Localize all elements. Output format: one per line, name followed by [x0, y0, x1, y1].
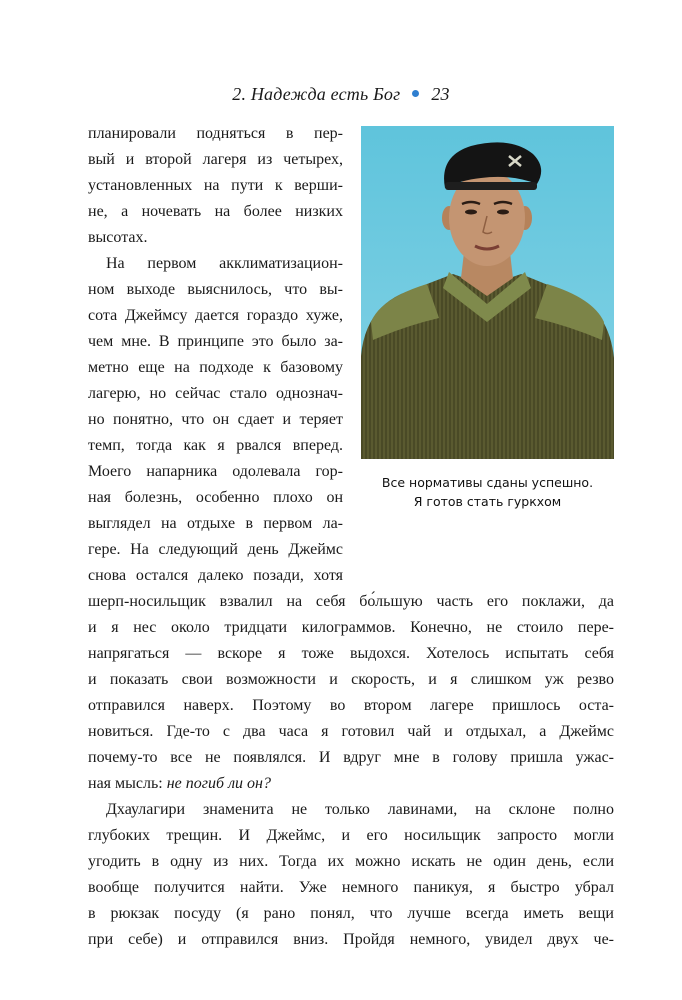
caption-line: Я готов стать гуркхом [413, 494, 562, 509]
text-line: планировали подняться в пер- [88, 125, 343, 142]
text-line: метно еще на подходе к базовому [88, 359, 343, 376]
text-line: выглядел на отдыхе в первом ла- [88, 515, 343, 532]
text-line: новиться. Где-то с два часа я готовил чай и отдыхал, а Джеймс [88, 723, 614, 740]
text-line: шерп-носильщик взвалил на себя бо́льшую часть его поклажи, да [88, 593, 614, 610]
text-line: установленных на пути к верши- [88, 177, 343, 194]
text-line: вообще получится найти. Уже немного паникуя, я быстро убрал [88, 879, 614, 896]
text-line: отправился наверх. Поэтому во втором лагере пришлось оста- [88, 697, 614, 714]
text-line: при себе) и отправился вниз. Пройдя немного, увидел двух че- [88, 931, 614, 948]
text-line: ном выходе выяснилось, что вы- [88, 281, 343, 298]
text-line: в рюкзак посуду (я рано понял, что лучше всегда иметь вещи [88, 905, 614, 922]
text-line: На первом акклиматизацион- [106, 255, 343, 272]
text-line: напрягаться — вскоре я тоже выдохся. Хотелось испытать себя [88, 645, 614, 662]
text-line: темп, тогда как я рвался вперед. [88, 437, 343, 454]
text-line: и показать свои возможности и скорость, и я слишком уж резво [88, 671, 614, 688]
text-run: ная мысль: [88, 775, 163, 792]
text-line: высотах. [88, 229, 148, 246]
text-line: и я нес около тридцати килограммов. Конечно, не стоило пере- [88, 619, 614, 636]
text-line: угодить в одну из них. Тогда их можно искать не один день, если [88, 853, 614, 870]
page-number: 23 [431, 84, 450, 104]
text-line: глубоких трещин. И Джеймс, и его носильщик запросто могли [88, 827, 614, 844]
text-line: снова остался далеко позади, хотя [88, 567, 343, 584]
caption-line: Все нормативы сданы успешно. [381, 475, 594, 490]
text-line: чем мне. В принципе это было за- [88, 333, 343, 350]
soldier-portrait-photo [361, 126, 614, 459]
text-line: вый и второй лагеря из четырех, [88, 151, 343, 168]
chapter-title: 2. Надежда есть Бог [232, 84, 401, 104]
text-line: Моего напарника одолевала гор- [88, 463, 343, 480]
italic-phrase: не погиб ли он? [166, 775, 271, 792]
text-line: лагерю, но сейчас стало однознач- [88, 385, 343, 402]
text-line: ная болезнь, особенно плохо он [88, 489, 343, 506]
text-line: не, а ночевать на более низких [88, 203, 343, 220]
text-line: гере. На следующий день Джеймс [88, 541, 343, 558]
figure [361, 126, 614, 511]
text-line: Дхаулагири знаменита не только лавинами, на склоне полно [106, 801, 614, 818]
running-head [0, 84, 682, 105]
text-line [88, 774, 271, 794]
figure-caption [361, 473, 614, 511]
text-line: почему-то все не появлялся. И вдруг мне в голову пришла ужас- [88, 749, 614, 766]
bullet-dot-icon [412, 90, 419, 97]
text-line: но понятно, что он сдает и теряет [88, 411, 343, 428]
text-line: сота Джеймсу дается гораздо хуже, [88, 307, 343, 324]
